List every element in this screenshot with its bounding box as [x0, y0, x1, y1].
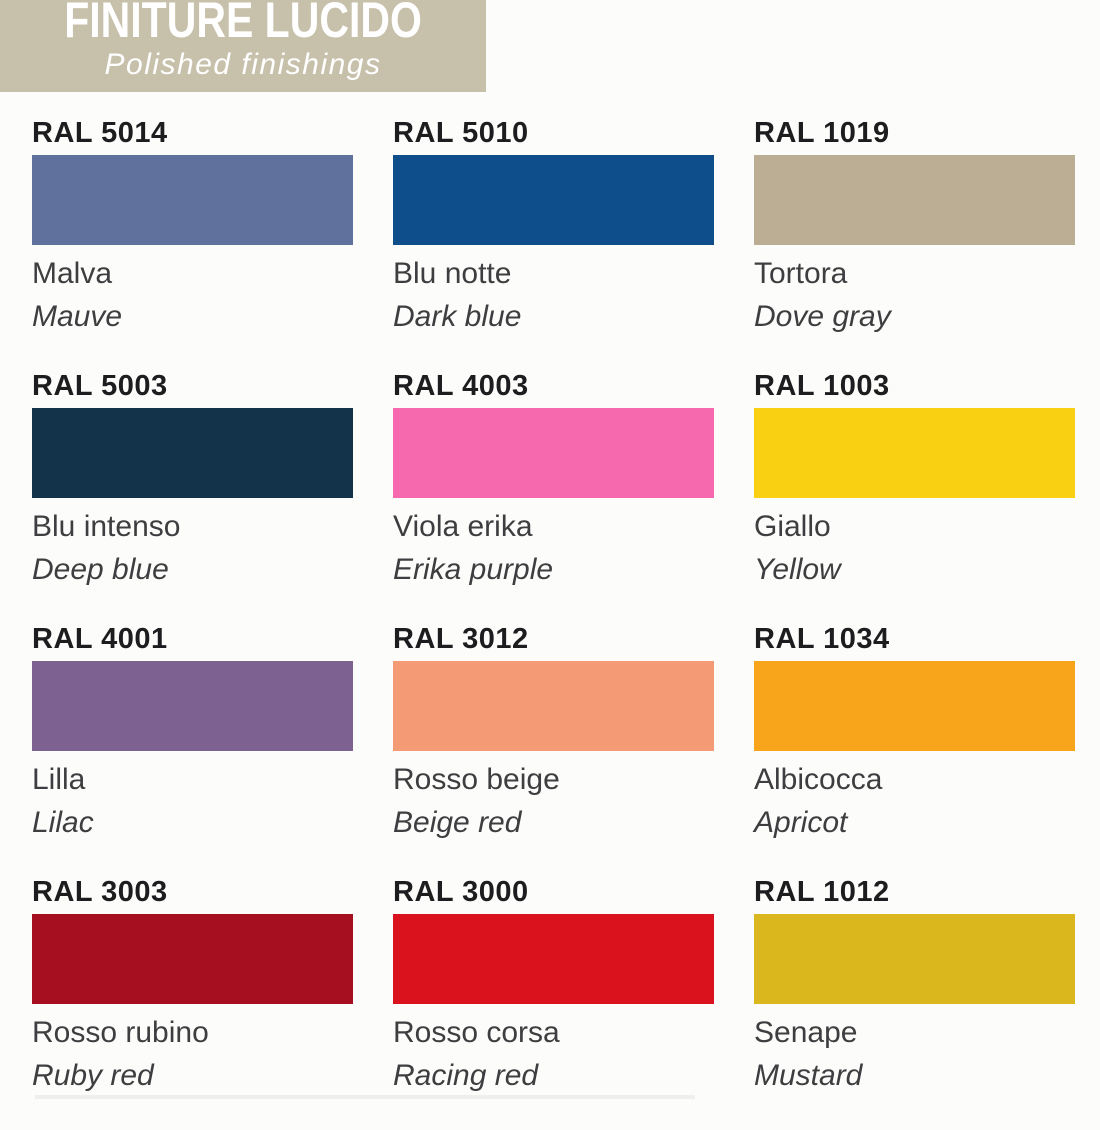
section-header: [0, 0, 486, 92]
color-swatch: [754, 914, 1075, 1004]
section-title: FINITURE LUCIDO: [64, 0, 422, 48]
color-card: [393, 371, 714, 624]
color-name-italian: Blu notte: [393, 257, 512, 290]
ral-code-label: RAL 4001: [32, 623, 168, 655]
color-name-italian: Rosso beige: [393, 763, 560, 796]
ral-code-label: RAL 4003: [393, 370, 529, 402]
color-swatch: [32, 155, 353, 245]
color-card: [754, 118, 1075, 371]
color-name-english: Apricot: [754, 806, 848, 839]
color-card: [754, 371, 1075, 624]
color-card: [32, 624, 353, 877]
ral-code-label: RAL 3012: [393, 623, 529, 655]
color-name-italian: Rosso rubino: [32, 1016, 209, 1049]
ral-code-label: RAL 5014: [32, 117, 168, 149]
color-name-italian: Viola erika: [393, 510, 533, 543]
color-swatch: [32, 914, 353, 1004]
color-card: [393, 877, 714, 1130]
color-name-italian: Lilla: [32, 763, 86, 796]
ral-code-label: RAL 1003: [754, 370, 890, 402]
ral-code-label: RAL 3003: [32, 876, 168, 908]
section-subtitle: Polished finishings: [104, 48, 382, 81]
color-card: [32, 877, 353, 1130]
color-card: [32, 371, 353, 624]
color-swatch: [754, 408, 1075, 498]
color-card: [32, 118, 353, 371]
color-card: [754, 624, 1075, 877]
color-swatch: [32, 408, 353, 498]
color-name-english: Yellow: [754, 553, 841, 586]
color-name-italian: Albicocca: [754, 763, 883, 796]
ral-code-label: RAL 1019: [754, 117, 890, 149]
ral-code-label: RAL 3000: [393, 876, 529, 908]
ral-code-label: RAL 5010: [393, 117, 529, 149]
color-name-english: Deep blue: [32, 553, 169, 586]
color-swatch: [754, 155, 1075, 245]
color-name-english: Racing red: [393, 1059, 539, 1092]
color-name-english: Beige red: [393, 806, 522, 839]
color-swatch: [393, 661, 714, 751]
color-name-english: Mauve: [32, 300, 123, 333]
color-card: [393, 624, 714, 877]
color-name-english: Dark blue: [393, 300, 522, 333]
color-name-english: Mustard: [754, 1059, 863, 1092]
color-swatch: [32, 661, 353, 751]
color-name-english: Ruby red: [32, 1059, 154, 1092]
color-swatch: [393, 408, 714, 498]
color-swatch: [393, 914, 714, 1004]
color-name-italian: Tortora: [754, 257, 848, 290]
ral-code-label: RAL 5003: [32, 370, 168, 402]
swatch-grid: [32, 118, 1075, 1130]
color-name-italian: Blu intenso: [32, 510, 181, 543]
color-name-english: Erika purple: [393, 553, 554, 586]
color-name-italian: Senape: [754, 1016, 858, 1049]
color-card: [393, 118, 714, 371]
color-name-english: Dove gray: [754, 300, 891, 333]
color-name-italian: Giallo: [754, 510, 831, 543]
color-name-italian: Malva: [32, 257, 113, 290]
color-name-english: Lilac: [32, 806, 94, 839]
color-card: [754, 877, 1075, 1130]
ral-code-label: RAL 1012: [754, 876, 890, 908]
color-swatch: [754, 661, 1075, 751]
color-name-italian: Rosso corsa: [393, 1016, 560, 1049]
cropped-bottom-divider: [35, 1095, 695, 1099]
color-swatch: [393, 155, 714, 245]
ral-code-label: RAL 1034: [754, 623, 890, 655]
